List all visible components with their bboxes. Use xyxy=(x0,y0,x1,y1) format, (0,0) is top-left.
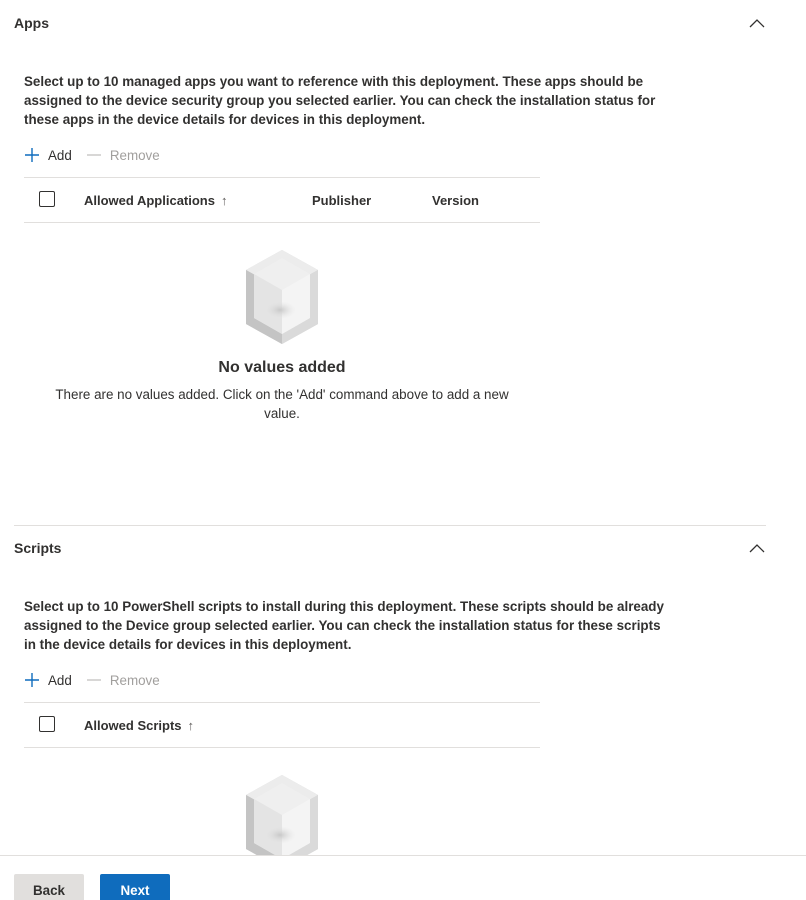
empty-box-icon xyxy=(24,248,540,351)
select-all-checkbox[interactable] xyxy=(39,191,55,207)
empty-state-message: There are no values added. Click on the 'Add' command above to add a new value. xyxy=(55,387,509,421)
scripts-remove-button[interactable] xyxy=(86,672,160,688)
column-label: Version xyxy=(432,192,479,208)
select-all-checkbox[interactable] xyxy=(39,716,55,732)
scripts-section-title: Scripts xyxy=(14,540,62,556)
apps-add-label: Add xyxy=(48,147,72,163)
apps-empty-state xyxy=(24,248,540,423)
column-label: Allowed Applications xyxy=(84,192,215,208)
minus-icon xyxy=(86,672,102,688)
next-button[interactable]: Next xyxy=(100,874,170,900)
column-header-allowed-applications[interactable] xyxy=(84,178,227,222)
scripts-description: Select up to 10 PowerShell scripts to install during this deployment. These scripts should be already assigned to the Device group selected earlier. You can check the installation status for these scripts in the device details for devices in this deployment. xyxy=(24,599,664,652)
sort-ascending-icon: ↑ xyxy=(220,192,228,208)
column-label: Publisher xyxy=(312,192,372,208)
column-header-version[interactable] xyxy=(432,178,479,222)
scripts-toolbar xyxy=(24,666,160,694)
plus-icon xyxy=(24,147,40,163)
apps-description: Select up to 10 managed apps you want to reference with this deployment. These apps should be assigned to the device security group you selected earlier. You can check the installation status for these apps in the device details for devices in this deployment. xyxy=(24,74,656,127)
chevron-up-icon[interactable] xyxy=(748,17,766,29)
section-divider xyxy=(14,525,766,526)
apps-toolbar xyxy=(24,141,160,169)
column-header-publisher[interactable] xyxy=(312,178,371,222)
scripts-add-button[interactable] xyxy=(24,672,72,688)
scripts-section-header[interactable] xyxy=(14,533,766,563)
empty-state-title: No values added xyxy=(218,359,346,376)
scripts-grid-header xyxy=(24,702,540,748)
scripts-remove-label: Remove xyxy=(109,672,160,688)
wizard-footer xyxy=(0,855,806,900)
minus-icon xyxy=(86,147,102,163)
apps-section-header[interactable] xyxy=(14,8,766,38)
apps-remove-label: Remove xyxy=(109,147,160,163)
back-button[interactable]: Back xyxy=(14,874,84,900)
chevron-up-icon[interactable] xyxy=(748,542,766,554)
apps-add-button[interactable] xyxy=(24,147,72,163)
sort-ascending-icon: ↑ xyxy=(187,717,195,733)
scripts-add-label: Add xyxy=(48,672,72,688)
column-label: Allowed Scripts xyxy=(84,717,182,733)
apps-remove-button[interactable] xyxy=(86,147,160,163)
column-header-allowed-scripts[interactable] xyxy=(84,703,194,747)
apps-grid-header xyxy=(24,177,540,223)
plus-icon xyxy=(24,672,40,688)
apps-section-title: Apps xyxy=(14,15,49,31)
